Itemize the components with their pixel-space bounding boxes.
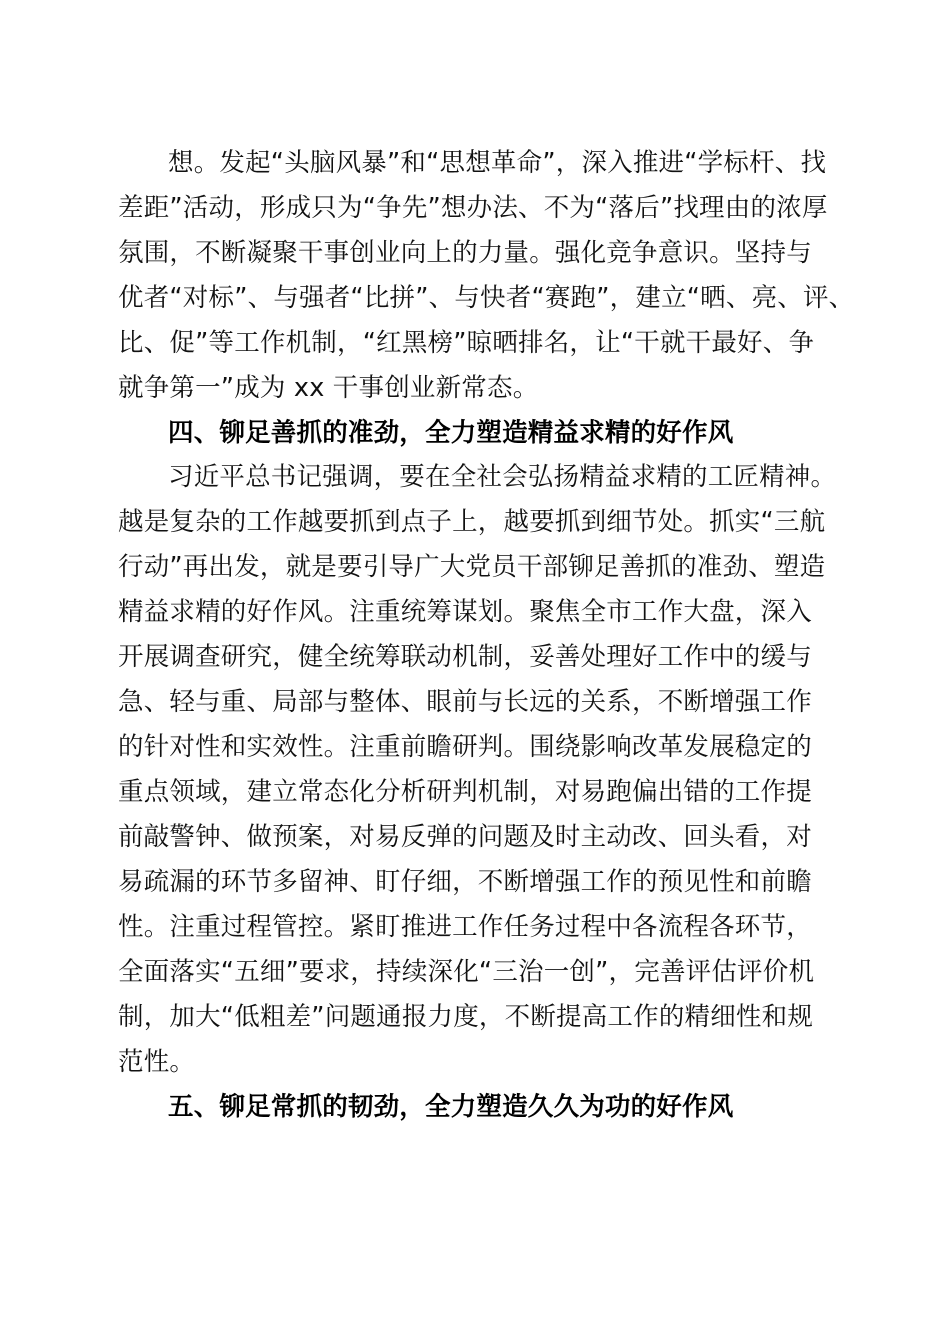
paragraph-line: 优者“对标”、与强者“比拼”、与快者“赛跑”，建立“晒、亮、评、	[118, 283, 855, 313]
paragraph-line: 比、促”等工作机制，“红黑榜”晾晒排名，让“干就干最好、争	[118, 328, 815, 358]
paragraph-line: 想。发起“头脑风暴”和“思想革命”，深入推进“学标杆、找	[168, 148, 827, 178]
paragraph-line: 易疏漏的环节多留神、盯仔细，不断增强工作的预见性和前瞻	[118, 867, 812, 897]
paragraph-line: 重点领域，建立常态化分析研判机制，对易跑偏出错的工作提	[118, 777, 812, 807]
paragraph-line: 越是复杂的工作越要抓到点子上，越要抓到细节处。抓实“三航	[118, 507, 826, 537]
paragraph-line: 就争第一”成为 xx 干事创业新常态。	[118, 373, 539, 403]
paragraph-line: 急、轻与重、局部与整体、眼前与长远的关系，不断增强工作	[118, 687, 812, 717]
paragraph-line: 氛围，不断凝聚干事创业向上的力量。强化竞争意识。坚持与	[118, 238, 812, 268]
paragraph-line: 制，加大“低粗差”问题通报力度，不断提高工作的精细性和规	[118, 1002, 814, 1032]
paragraph-line: 习近平总书记强调，要在全社会弘扬精益求精的工匠精神。	[168, 462, 837, 492]
paragraph-line: 全面落实“五细”要求，持续深化“三治一创”，完善评估评价机	[118, 957, 815, 987]
paragraph-line: 开展调查研究，健全统筹联动机制，妥善处理好工作中的缓与	[118, 642, 812, 672]
paragraph-line: 的针对性和实效性。注重前瞻研判。围绕影响改革发展稳定的	[118, 732, 812, 762]
paragraph-line: 范性。	[118, 1047, 196, 1077]
section-heading-5: 五、铆足常抓的韧劲，全力塑造久久为功的好作风	[168, 1092, 734, 1122]
paragraph-line: 精益求精的好作风。注重统筹谋划。聚焦全市工作大盘，深入	[118, 597, 812, 627]
paragraph-line: 性。注重过程管控。紧盯推进工作任务过程中各流程各环节，	[118, 912, 812, 942]
paragraph-line: 行动”再出发，就是要引导广大党员干部铆足善抓的准劲、塑造	[118, 552, 826, 582]
paragraph-line: 差距”活动，形成只为“争先”想办法、不为“落后”找理由的浓厚	[118, 193, 828, 223]
paragraph-line: 前敲警钟、做预案，对易反弹的问题及时主动改、回头看，对	[118, 822, 812, 852]
section-heading-4: 四、铆足善抓的准劲，全力塑造精益求精的好作风	[168, 418, 734, 448]
